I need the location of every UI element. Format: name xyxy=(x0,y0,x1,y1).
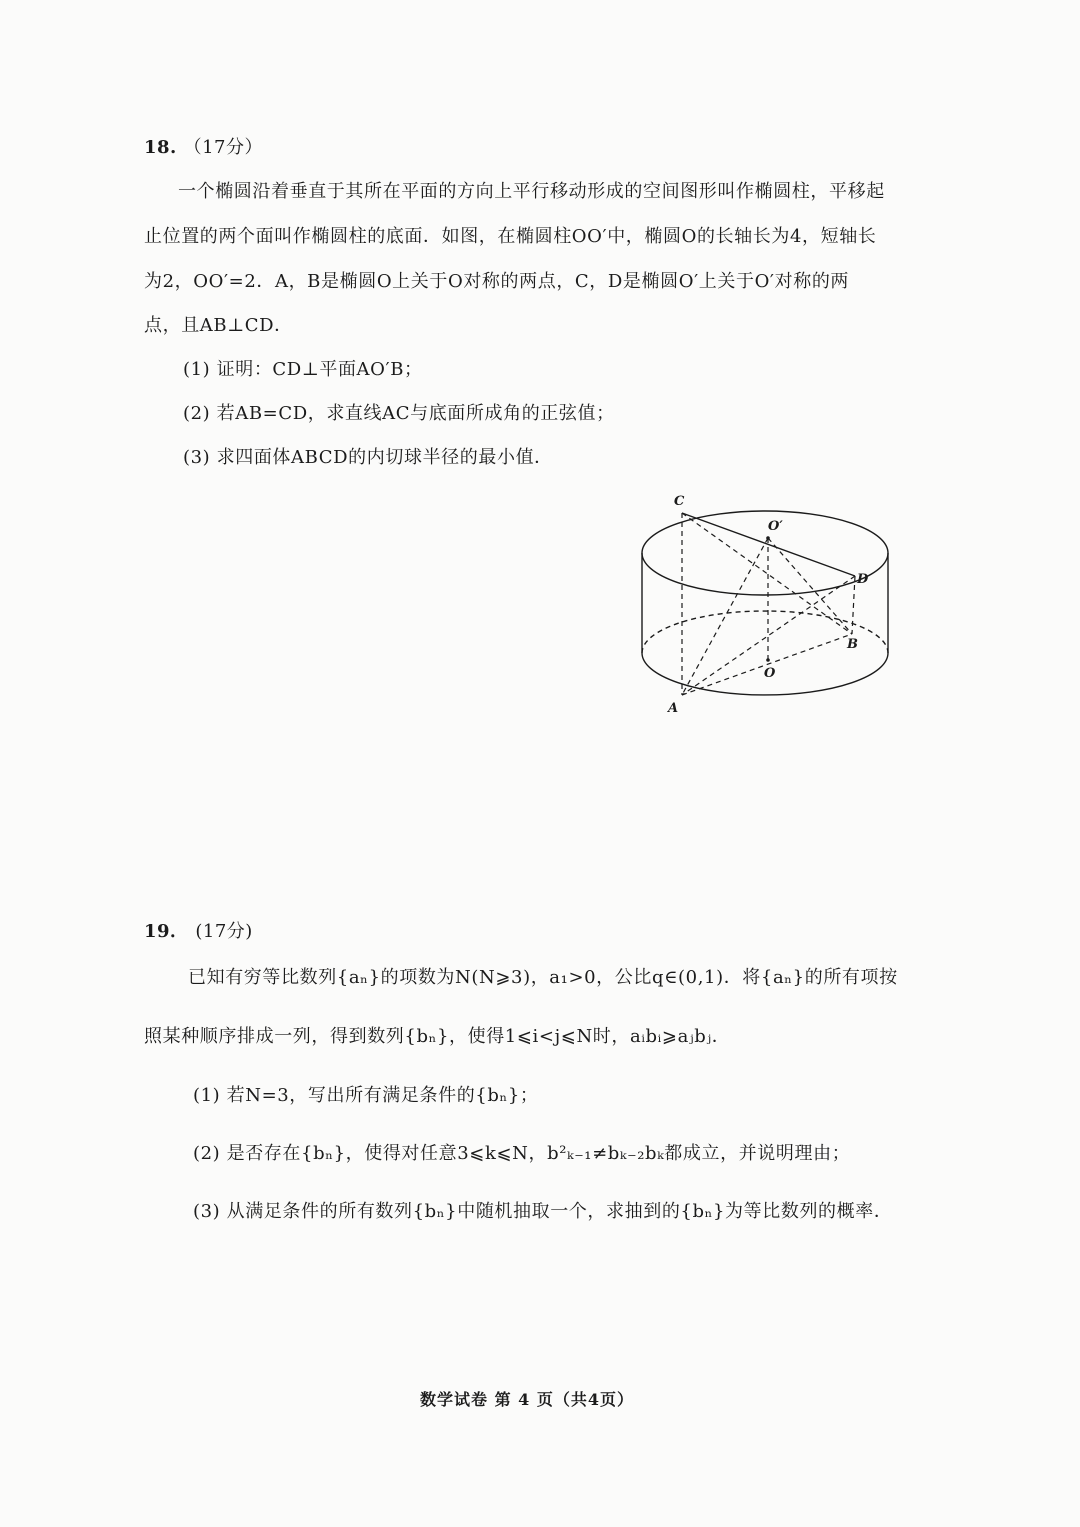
label-c: C xyxy=(674,494,685,509)
q19-header xyxy=(144,917,253,943)
q19-part-2: (2) 是否存在{bₙ}，使得对任意3⩽k⩽N，b²ₖ₋₁≠bₖ₋₂bₖ都成立，并说明理由； xyxy=(193,1143,851,1164)
q19-line-2: 照某种顺序排成一列，得到数列{bₙ}，使得1⩽i<j⩽N时，aᵢbᵢ⩾aⱼbⱼ． xyxy=(144,1026,731,1047)
segment-db xyxy=(852,576,855,634)
q18-part-1: (1) 证明：CD⊥平面AO′B； xyxy=(183,359,423,380)
q19-number: 19． xyxy=(144,921,189,942)
top-ellipse xyxy=(642,511,888,595)
label-d: D xyxy=(857,572,869,587)
q19-line-1: 已知有穷等比数列{aₙ}的项数为N(N⩾3)，a₁>0，公比q∈(0,1)．将{aₙ}的所有项按 xyxy=(188,967,898,988)
label-o: O xyxy=(764,666,776,681)
q18-line-4: 点，且AB⊥CD． xyxy=(144,315,293,336)
segment-cb xyxy=(682,513,852,634)
point-o-prime xyxy=(766,536,770,540)
q18-line-3: 为2，OO′=2．A，B是椭圆O上关于O对称的两点，C，D是椭圆O′上关于O′对称的两 xyxy=(144,271,850,292)
q18-points: （17分） xyxy=(183,137,264,158)
q18-number: 18. xyxy=(144,137,177,158)
q18-line-1: 一个椭圆沿着垂直于其所在平面的方向上平行移动形成的空间图形叫作椭圆柱，平移起 xyxy=(178,181,885,202)
q18-header xyxy=(144,133,263,159)
segment-o-prime-a xyxy=(682,538,768,695)
point-o xyxy=(766,658,770,662)
q19-points: (17分) xyxy=(195,921,253,942)
q18-part-3: (3) 求四面体ABCD的内切球半径的最小值． xyxy=(183,447,553,468)
q18-part-2: (2) 若AB=CD，求直线AC与底面所成角的正弦值； xyxy=(183,403,615,424)
q19-part-1: (1) 若N=3，写出所有满足条件的{bₙ}； xyxy=(193,1085,539,1106)
label-a: A xyxy=(668,701,679,716)
page-footer: 数学试卷 第 4 页（共4页） xyxy=(420,1390,634,1409)
label-o-prime: O′ xyxy=(768,519,783,534)
q18-line-2: 止位置的两个面叫作椭圆柱的底面．如图，在椭圆柱OO′中，椭圆O的长轴长为4，短轴长 xyxy=(144,226,877,247)
q19-part-3: (3) 从满足条件的所有数列{bₙ}中随机抽取一个，求抽到的{bₙ}为等比数列的概率． xyxy=(193,1201,893,1222)
label-b: B xyxy=(847,637,858,652)
elliptic-cylinder-figure xyxy=(630,488,910,748)
segment-ab xyxy=(682,634,852,695)
